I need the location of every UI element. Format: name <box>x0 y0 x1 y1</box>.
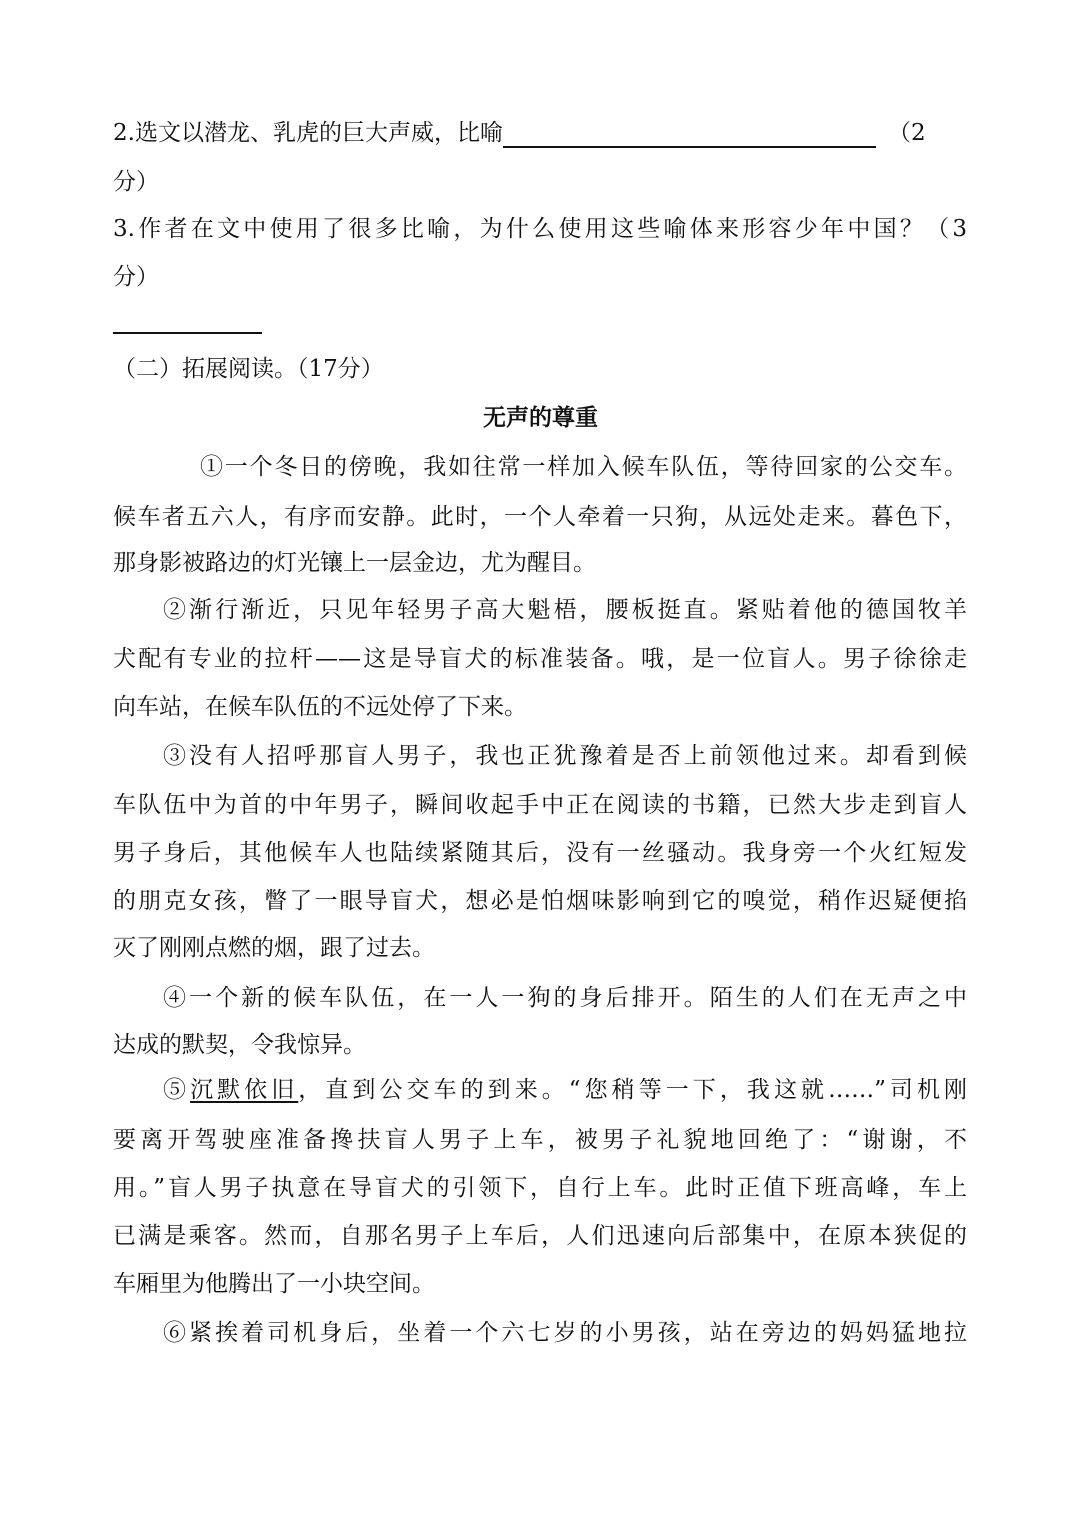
section-heading: （二）拓展阅读。（17分） <box>113 356 384 382</box>
paragraph-5-line: 要离开驾驶座准备搀扶盲人男子上车，被男子礼貌地回绝了：“谢谢，不 <box>113 1127 967 1153</box>
paragraph-1-line: 那身影被路边的灯光镶上一层金边，尤为醒目。 <box>113 550 596 576</box>
question-3-score-end: 分） <box>113 264 159 290</box>
paragraph-3-line: 的朋克女孩，瞥了一眼导盲犬，想必是怕烟味影响到它的嗅觉，稍作迟疑便掐 <box>113 888 967 914</box>
paragraph-4-line: 达成的默契，令我惊异。 <box>113 1032 366 1058</box>
question-2-score-end: 分） <box>113 169 159 195</box>
question-3: 3.作者在文中使用了很多比喻，为什么使用这些喻体来形容少年中国？（3 <box>113 216 967 242</box>
paragraph-6-line: ⑥紧挨着司机身后，坐着一个六七岁的小男孩，站在旁边的妈妈猛地拉 <box>163 1320 967 1346</box>
paragraph-2-line: 犬配有专业的拉杆——这是导盲犬的标准装备。哦，是一位盲人。男子徐徐走 <box>113 646 967 672</box>
paragraph-5-line: 用。”盲人男子执意在导盲犬的引领下，自行上车。此时正值下班高峰，车上 <box>113 1175 967 1201</box>
paragraph-5-line: 已满是乘客。然而，自那名男子上车后，人们迅速向后部集中，在原本狭促的 <box>113 1223 967 1249</box>
underlined-phrase: 沉默依旧 <box>190 1077 299 1103</box>
paragraph-number: ⑤ <box>163 1077 191 1103</box>
question-2-score: （2 <box>887 120 926 146</box>
paragraph-5-line <box>163 1075 967 1105</box>
paragraph-2-line: ②渐行渐近，只见年轻男子高大魁梧，腰板挺直。紧贴着他的德国牧羊 <box>163 597 967 623</box>
article-title: 无声的尊重 <box>483 405 598 431</box>
paragraph-3-line: ③没有人招呼那盲人男子，我也正犹豫着是否上前领他过来。却看到候 <box>163 743 967 769</box>
paragraph-3-line: 男子身后，其他候车人也陆续紧随其后，没有一丝骚动。我身旁一个火红短发 <box>113 840 967 866</box>
question-2 <box>113 118 926 148</box>
answer-blank[interactable] <box>503 124 876 148</box>
paragraph-1-line: ①一个冬日的傍晚，我如往常一样加入候车队伍，等待回家的公交车。 <box>200 454 967 480</box>
paragraph-3-line: 灭了刚刚点燃的烟，跟了过去。 <box>113 935 435 961</box>
paragraph-4-line: ④一个新的候车队伍，在一人一狗的身后排开。陌生的人们在无声之中 <box>163 985 967 1011</box>
paragraph-3-line: 车队伍中为首的中年男子，瞬间收起手中正在阅读的书籍，已然大步走到盲人 <box>113 792 967 818</box>
answer-blank-q3[interactable] <box>113 304 262 334</box>
question-2-text: 2.选文以潜龙、乳虎的巨大声威，比喻 <box>113 120 503 146</box>
paragraph-1-line: 候车者五六人，有序而安静。此时，一个人牵着一只狗，从远处走来。暮色下， <box>113 504 967 530</box>
paragraph-text: ，直到公交车的到来。“您稍等一下，我这就……”司机刚 <box>298 1077 968 1103</box>
paragraph-2-line: 向车站，在候车队伍的不远处停了下来。 <box>113 694 527 720</box>
paragraph-5-line: 车厢里为他腾出了一小块空间。 <box>113 1271 435 1297</box>
